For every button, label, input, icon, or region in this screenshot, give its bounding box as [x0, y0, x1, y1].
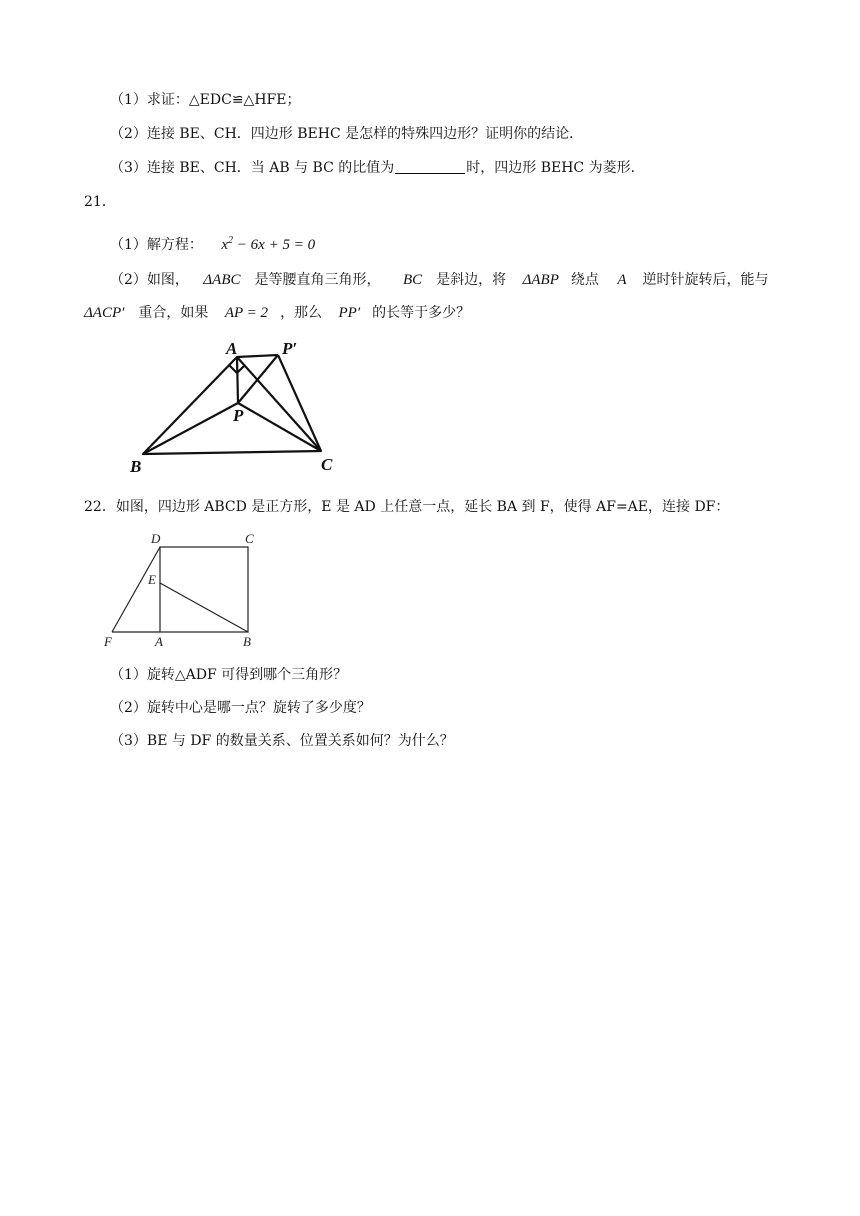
segment-fd	[112, 547, 160, 632]
segment-p-prime-c	[278, 355, 321, 451]
q20-part3-after: 时，四边形 BEHC 为菱形．	[466, 160, 645, 176]
eq-x: x	[221, 237, 229, 253]
label-p-prime: P′	[282, 339, 298, 358]
q20-part2: （2）连接 BE、CH．四边形 BEHC 是怎样的特殊四边形？证明你的结论．	[110, 126, 584, 142]
q21-p2-text-b: 是等腰直角三角形，	[254, 272, 381, 288]
label-a: A	[226, 339, 238, 358]
label-e: E	[148, 572, 156, 587]
square-abcd	[160, 547, 248, 632]
eq-exponent: 2	[228, 235, 234, 246]
q21-p2-text-c: 是斜边，将	[436, 272, 507, 288]
label-p: P	[233, 406, 244, 425]
q21-p2-text-a: （2）如图，	[110, 272, 189, 288]
q21-p2-text-h: 的长等于多少？	[372, 305, 471, 321]
label-d: D	[151, 531, 161, 546]
q21-p2-math-abp: ΔABP	[522, 272, 559, 288]
q21-p2-text-f: 重合，如果	[138, 305, 209, 321]
segment-eb	[160, 583, 248, 632]
q21-p2-math-a: A	[617, 272, 627, 288]
segment-pb	[143, 403, 238, 454]
q21-part1-prefix: （1）解方程：	[110, 237, 203, 253]
q22-part2: （2）旋转中心是哪一点？旋转了多少度？	[110, 700, 371, 716]
q20-part1: （1）求证：△EDC≌△HFE；	[110, 92, 301, 108]
label-c: C	[321, 455, 333, 474]
q21-p2-text-e: 逆时针旋转后，能与	[642, 272, 769, 288]
q22-part1: （1）旋转△ADF 可得到哪个三角形？	[110, 667, 348, 683]
q21-p2-math-ap: AP = 2	[224, 305, 269, 321]
label-b: B	[130, 457, 142, 476]
label-b2: B	[243, 634, 251, 649]
label-f: F	[104, 634, 112, 649]
q21-p2-math-acp: ΔACP′	[84, 305, 125, 321]
segment-ap	[237, 357, 238, 403]
q21-p2-math-abc: ΔABC	[203, 272, 241, 288]
q21-p2-math-pp: PP′	[338, 305, 361, 321]
segment-pc	[238, 403, 321, 451]
q20-part3-before: （3）连接 BE、CH．当 AB 与 BC 的比值为	[110, 160, 395, 176]
q21-p2-math-bc: BC	[402, 272, 423, 288]
q22-part3: （3）BE 与 DF 的数量关系、位置关系如何？为什么？	[110, 733, 454, 749]
eq-rest: − 6x + 5 = 0	[233, 237, 316, 253]
label-c2: C	[245, 531, 254, 546]
q21-p2-text-g: ，那么	[280, 305, 323, 321]
segment-ap-prime	[237, 355, 278, 357]
q21-number: 21．	[84, 194, 116, 210]
q21-p2-text-d: 绕点	[570, 272, 599, 288]
q22-stem: 22．如图，四边形 ABCD 是正方形，E 是 AD 上任意一点，延长 BA 到 F，使得 AF=AE，连接 DF：	[84, 499, 730, 515]
label-a2: A	[155, 634, 163, 649]
